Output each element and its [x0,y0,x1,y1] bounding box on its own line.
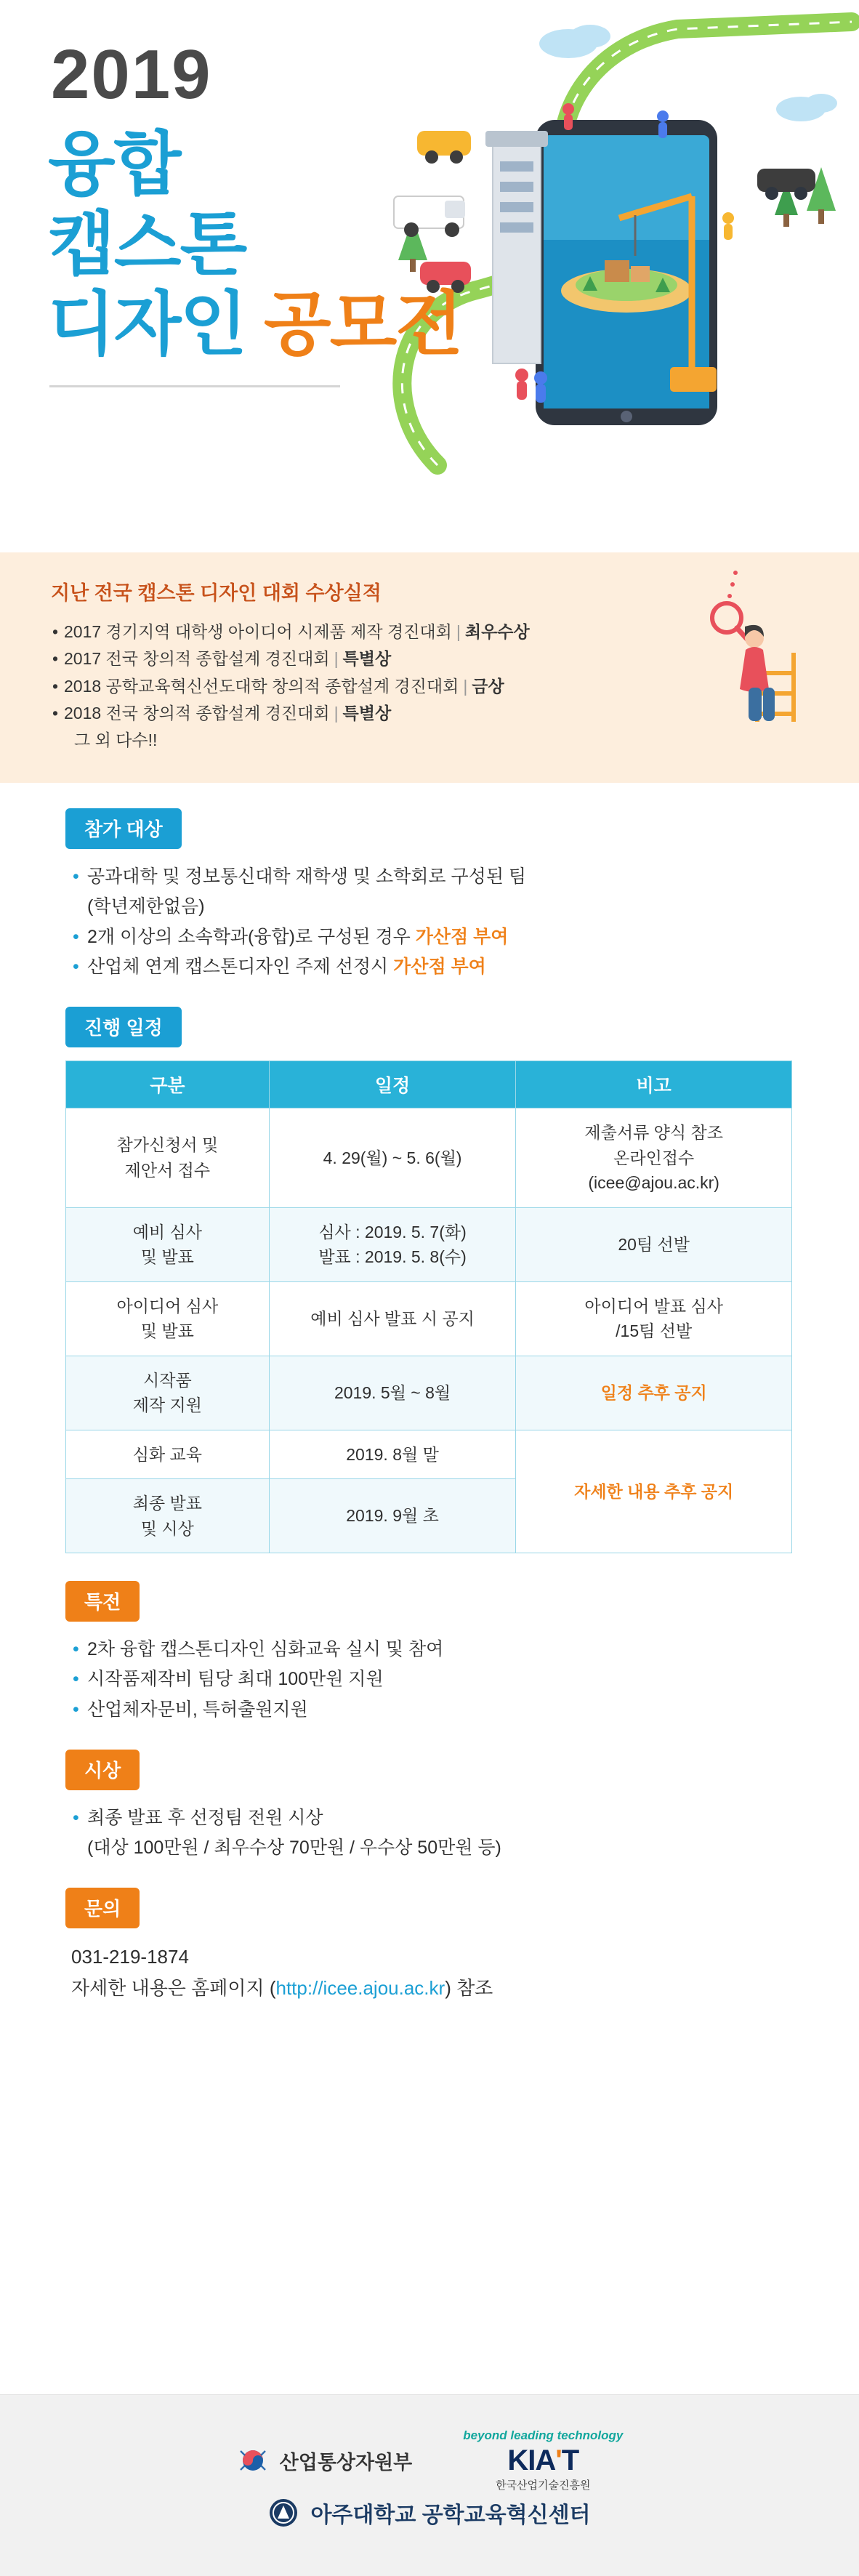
kiat-sublabel: 한국산업기술진흥원 [496,2479,591,2492]
table-cell-gubun: 참가신청서 및 제안서 접수 [66,1108,270,1208]
table-header-cell: 비고 [516,1061,792,1108]
prizes-list [51,1803,808,1864]
kiat-logo-a: KIA [507,2444,556,2476]
kiat-logo-dot: ' [555,2444,562,2476]
footer-university [0,2497,859,2529]
list-item-text: 공과대학 및 정보통신대학 재학생 및 소학회로 구성된 팀 [87,866,527,887]
contact-block [71,1941,808,2004]
table-cell-date: 2019. 8월 말 [269,1430,516,1479]
table-cell-note: 제출서류 양식 참조 온라인접수 (icee@ajou.ac.kr) [516,1108,792,1208]
list-item [73,952,808,982]
table-cell-date: 심사 : 2019. 5. 7(화) 발표 : 2019. 5. 8(수) [269,1207,516,1281]
table-cell-date: 4. 29(월) ~ 5. 6(월) [269,1108,516,1208]
list-item: • 산업체자문비, 특허출원지원 [73,1695,808,1725]
award-separator: | [334,649,339,669]
award-separator: | [334,703,339,723]
award-name: 2018 전국 창의적 종합설계 경진대회 [64,703,330,723]
table-row [66,1108,792,1208]
list-item [73,862,808,892]
list-item-text: 산업체 연계 캡스톤디자인 주제 선정시 [87,956,394,977]
hero-illustration [350,0,859,523]
table-cell-gubun: 아이디어 심사 및 발표 [66,1281,270,1356]
award-separator: | [456,622,461,641]
award-name: 2018 공학교육혁신선도대학 창의적 종합설계 경진대회 [64,676,459,696]
table-cell-date: 2019. 9월 초 [269,1479,516,1553]
ajou-emblem-icon [268,2497,299,2528]
university-label: 아주대학교 공학교육혁신센터 [310,2503,591,2527]
kiat-wordmark [507,2444,578,2477]
poster-title-main: 디자인 [48,286,246,363]
award-prize: 금상 [472,676,504,696]
table-cell-gubun: 시작품 제작 지원 [66,1356,270,1430]
contact-homepage [71,1973,808,2004]
list-item [73,892,808,922]
table-row [66,1356,792,1430]
past-awards-heading: 지난 전국 캡스톤 디자인 대회 수상실적 [51,582,382,604]
table-header-row [66,1061,792,1108]
table-header-cell: 일정 [269,1061,516,1108]
table-cell-note: 아이디어 발표 심사 /15팀 선발 [516,1281,792,1356]
section-heading-prizes: 시상 [65,1750,140,1790]
table-cell-date: 예비 심사 발표 시 공지 [269,1281,516,1356]
footer-sponsors [0,2428,859,2492]
content-body [0,808,859,2004]
table-cell-gubun: 최종 발표 및 시상 [66,1479,270,1553]
table-cell-note: 20팀 선발 [516,1207,792,1281]
award-name: 2017 경기지역 대학생 아이디어 시제품 제작 경진대회 [64,622,452,641]
table-row [66,1430,792,1479]
taegeuk-icon [236,2444,270,2477]
hero-section [0,0,859,552]
benefits-list [51,1635,808,1725]
contact-phone: 031-219-1874 [71,1946,189,1968]
motie-logo [236,2444,413,2477]
list-item: (대상 100만원 / 최우수상 70만원 / 우수상 50만원 등) [87,1838,501,1858]
footer [0,2394,859,2576]
list-item-text: (학년제한없음) [87,896,205,917]
title-divider [49,385,340,387]
past-awards-box [0,552,859,783]
table-cell-gubun: 예비 심사 및 발표 [66,1207,270,1281]
table-cell-note: 자세한 내용 추후 공지 [516,1430,792,1553]
kiat-logo-text [507,2444,578,2477]
list-item-text: 2개 이상의 소속학과(융합)로 구성된 경우 [87,926,416,947]
table-cell-note: 일정 추후 공지 [516,1356,792,1430]
homepage-link[interactable]: http://icee.ajou.ac.kr [275,1977,445,2000]
section-heading-target: 참가 대상 [65,808,182,849]
poster-title-line-1: 융합 [48,126,180,204]
award-prize: 특별상 [342,649,392,669]
list-item: • 2차 융합 캡스톤디자인 심화교육 실시 및 참여 [73,1635,808,1665]
list-item-highlight: 가산점 부여 [415,926,509,947]
award-name: 2017 전국 창의적 종합설계 경진대회 [64,649,330,669]
target-list [51,862,808,982]
table-row [66,1281,792,1356]
award-footnote: 그 외 다수!! [74,730,158,749]
award-prize: 특별상 [342,703,392,723]
list-item-highlight: 가산점 부여 [393,956,486,977]
poster-year: 2019 [51,36,212,113]
table-row [66,1207,792,1281]
table-cell-date: 2019. 5월 ~ 8월 [269,1356,516,1430]
list-item: • 최종 발표 후 선정팀 전원 시상 [73,1803,808,1833]
table-header-cell: 구분 [66,1061,270,1108]
kiat-tagline: beyond leading technology [463,2428,624,2442]
motie-label: 산업통상자원부 [279,2451,413,2474]
magnifier-person-illustration [685,565,815,733]
section-heading-contact: 문의 [65,1888,140,1928]
poster-title-accent: 공모전 [263,286,462,363]
kiat-logo-b: T [561,2444,579,2476]
poster-title-line-3 [48,287,461,363]
poster-title-line-2: 캡스톤 [48,206,246,283]
schedule-table [65,1060,792,1553]
award-separator: | [463,676,468,696]
homepage-prefix: 자세한 내용은 홈페이지 ( [71,1977,276,2000]
homepage-suffix: ) 참조 [445,1977,493,2000]
section-heading-benefits: 특전 [65,1581,140,1622]
list-item: • 시작품제작비 팀당 최대 100만원 지원 [73,1665,808,1694]
section-heading-schedule: 진행 일정 [65,1007,182,1047]
award-prize: 최우수상 [464,622,530,641]
kiat-logo [463,2428,623,2492]
table-cell-gubun: 심화 교육 [66,1430,270,1479]
list-item [73,922,808,952]
